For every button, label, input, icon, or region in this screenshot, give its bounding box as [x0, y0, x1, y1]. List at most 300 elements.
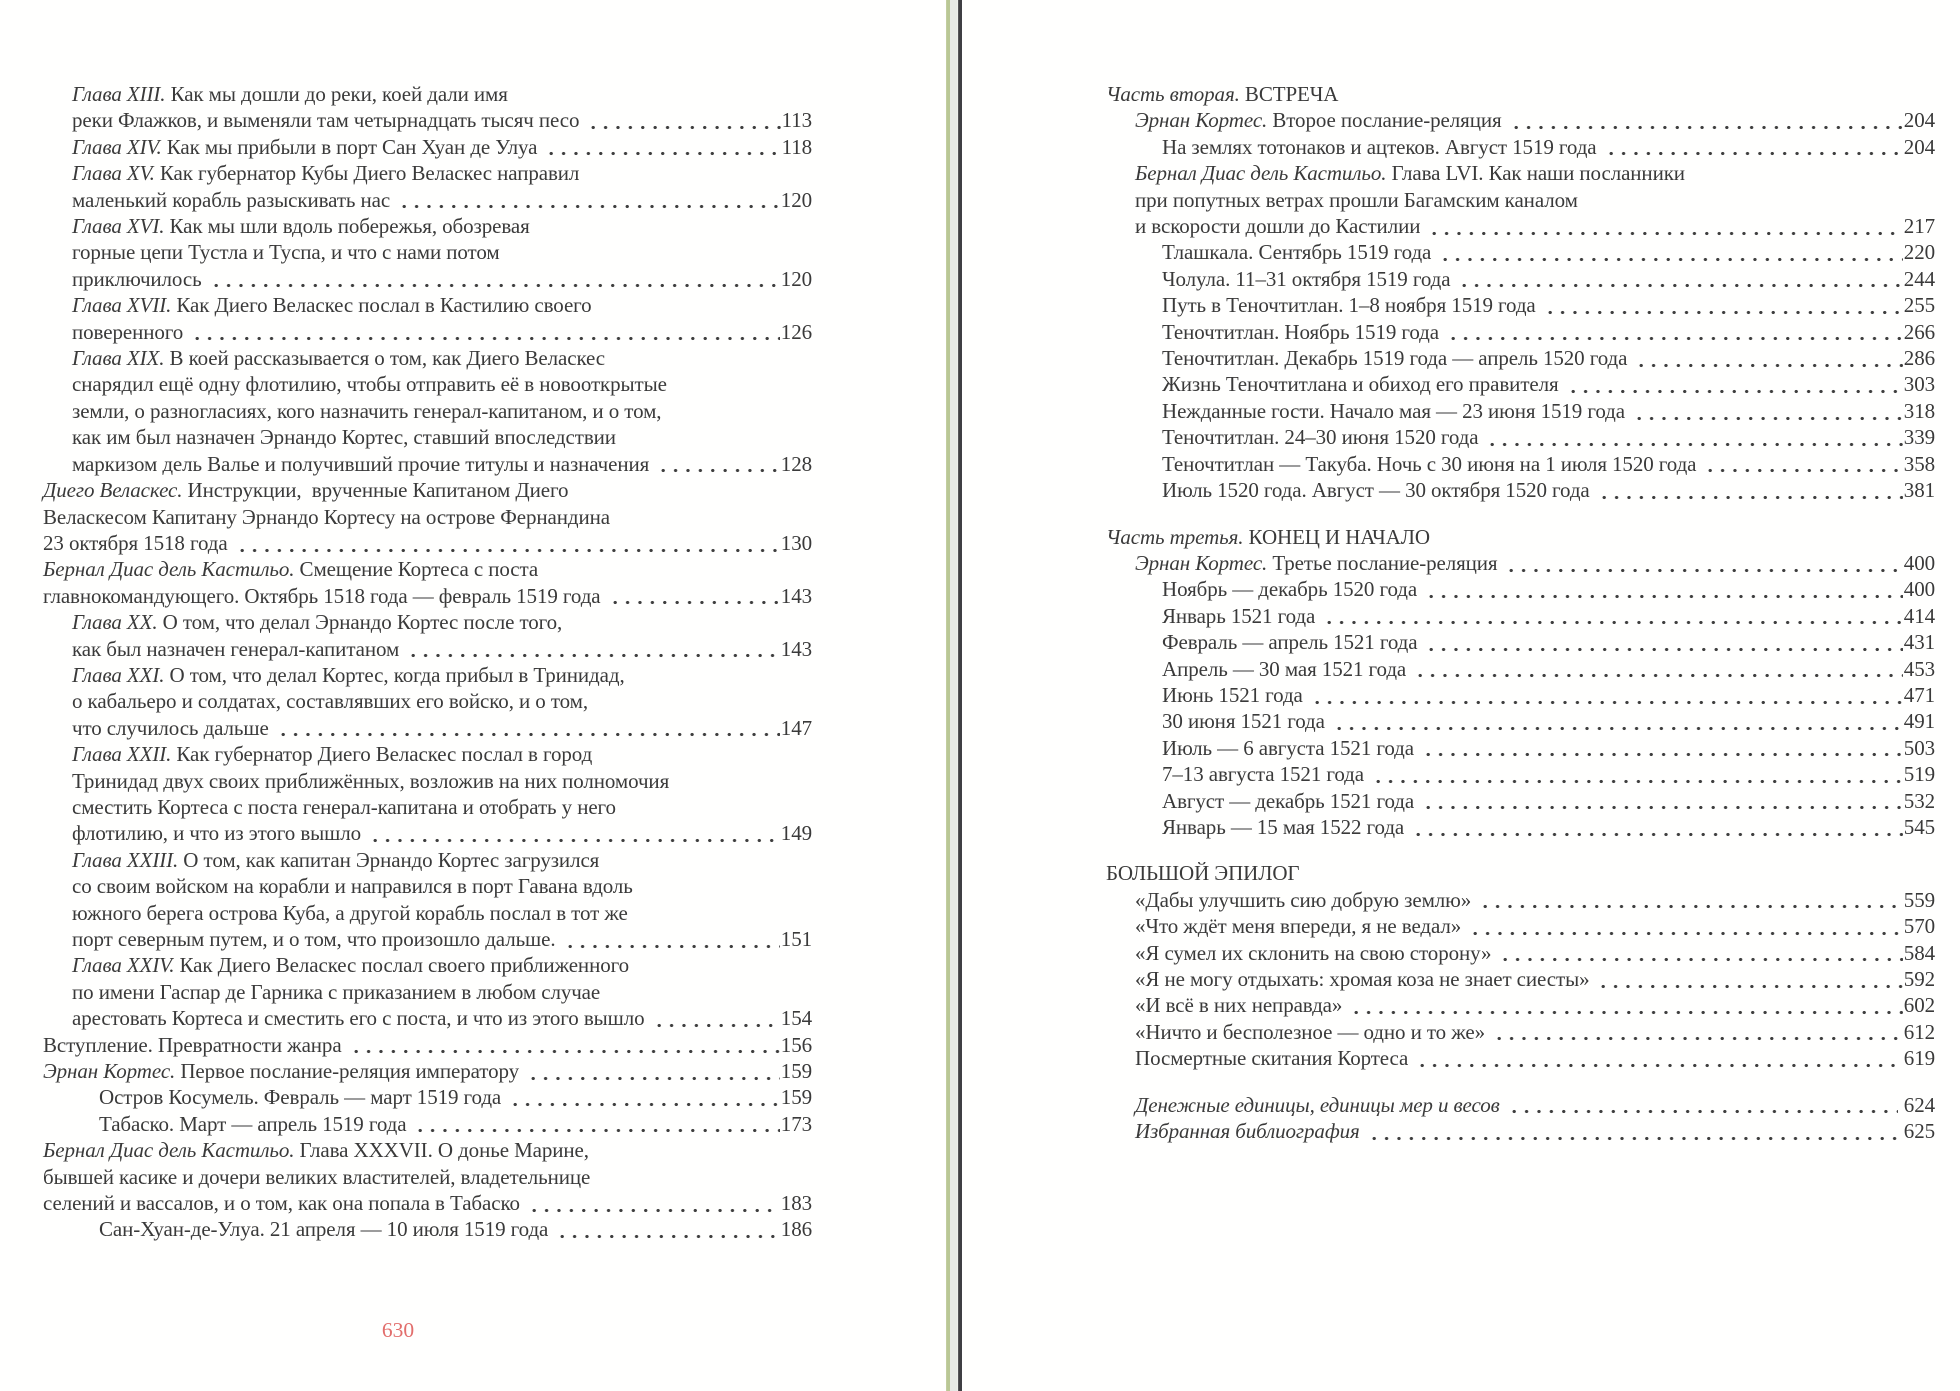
toc-line — [1135, 913, 1935, 939]
toc-entry — [43, 160, 812, 213]
page-number: 159 — [780, 1059, 812, 1084]
toc-entry — [1106, 992, 1935, 1018]
dot-leader — [277, 715, 780, 741]
entry-text: поверенного — [72, 319, 184, 344]
entry-text: со своим войском на корабли и направился в порт Гавана вдоль — [72, 874, 633, 899]
dot-leader — [1633, 398, 1903, 424]
dot-leader — [350, 1032, 780, 1058]
entry-text: Нежданные гости. Начало мая — 23 июня 1519 года — [1162, 398, 1625, 423]
page-number: 559 — [1903, 887, 1935, 912]
toc-entry — [43, 1058, 812, 1084]
toc-line — [43, 1032, 812, 1058]
toc-entry — [1106, 940, 1935, 966]
toc-entry — [43, 345, 812, 477]
toc-line — [72, 424, 812, 450]
dot-leader — [1416, 1045, 1903, 1071]
entry-text: Ноябрь — декабрь 1520 года — [1162, 577, 1418, 602]
page-number: 532 — [1903, 788, 1935, 813]
page-number: 358 — [1903, 451, 1935, 476]
toc-line — [72, 794, 812, 820]
entry-text: Август — декабрь 1521 года — [1162, 788, 1415, 813]
entry-text: Теночтитлан. 24–30 июня 1520 года — [1162, 425, 1479, 450]
toc-entry — [1106, 266, 1935, 292]
entry-text: Избранная библиография — [1135, 1119, 1360, 1144]
entry-text: Бернал Диас дель Кастильо. Смещение Кортеса с поста — [43, 557, 539, 582]
toc-line — [72, 398, 812, 424]
dot-leader — [587, 107, 780, 133]
page-number: 126 — [780, 319, 812, 344]
toc-line — [1162, 451, 1935, 477]
toc-line — [72, 266, 812, 292]
dot-leader — [528, 1190, 780, 1216]
toc-entry — [1106, 345, 1935, 371]
toc-line — [72, 451, 812, 477]
dot-leader — [1704, 451, 1902, 477]
toc-line — [72, 213, 812, 239]
page-number: 118 — [781, 134, 812, 159]
dot-leader — [657, 451, 780, 477]
dot-leader — [369, 820, 780, 846]
dot-leader — [191, 319, 780, 345]
toc-line — [1162, 424, 1935, 450]
entry-text: Табаско. Март — апрель 1519 года — [99, 1111, 407, 1136]
entry-text: Глава XV. Как губернатор Кубы Диего Веласкес направил — [72, 161, 580, 186]
toc-entry — [43, 134, 812, 160]
toc-line — [1135, 940, 1935, 966]
toc-line — [1135, 966, 1935, 992]
page-number: 159 — [780, 1085, 812, 1110]
toc-line — [1162, 371, 1935, 397]
toc-entry — [1106, 550, 1935, 576]
toc-line — [72, 319, 812, 345]
entry-text: Бернал Диас дель Кастильо. Глава LVI. Как наши посланники — [1135, 161, 1685, 186]
page-number: 545 — [1903, 814, 1935, 839]
dot-leader — [509, 1084, 780, 1110]
entry-text: Диего Веласкес. Инструкции, врученные Капитаном Диего — [43, 478, 569, 503]
dot-leader — [609, 583, 780, 609]
page-number: 147 — [780, 715, 812, 740]
page-number: 414 — [1903, 603, 1935, 628]
entry-text: как им был назначен Эрнандо Кортес, ставший впоследствии — [72, 425, 616, 450]
toc-line — [72, 741, 812, 767]
toc-line — [1162, 239, 1935, 265]
dot-leader — [556, 1216, 780, 1242]
toc-line — [1106, 524, 1935, 550]
page-number: 143 — [780, 583, 812, 608]
toc-line — [43, 1137, 812, 1163]
toc-entry — [1106, 451, 1935, 477]
toc-entry — [1106, 682, 1935, 708]
toc-line — [72, 847, 812, 873]
toc-line — [1135, 1045, 1935, 1071]
toc-entry — [43, 662, 812, 741]
toc-line — [43, 477, 812, 503]
toc-line — [43, 1164, 812, 1190]
toc-line — [1162, 266, 1935, 292]
dot-leader — [1458, 266, 1902, 292]
entry-text: Глава XIV. Как мы прибыли в порт Сан Хуан де Улуа — [72, 134, 538, 159]
entry-text: горные цепи Тустла и Туспа, и что с нами потом — [72, 240, 500, 265]
toc-line — [1162, 735, 1935, 761]
dot-leader — [564, 926, 780, 952]
toc-entry — [1106, 629, 1935, 655]
entry-text: порт северным путем, и о том, что произошло дальше. — [72, 927, 556, 951]
toc-entry — [1106, 913, 1935, 939]
entry-text: маркизом дель Валье и получивший прочие титулы и назначения — [72, 451, 650, 476]
toc-entry — [1106, 576, 1935, 602]
entry-text: земли, о разногласиях, кого назначить генерал-капитаном, и о том, — [72, 398, 662, 423]
toc-entry — [1106, 524, 1935, 550]
toc-line — [72, 636, 812, 662]
toc-entry — [43, 292, 812, 345]
entry-text: южного берега острова Куба, а другой корабль послал в тот же — [72, 900, 628, 925]
dot-leader — [545, 134, 780, 160]
entry-text: Апрель — 30 мая 1521 года — [1162, 656, 1407, 681]
entry-text: главнокомандующего. Октябрь 1518 года — февраль 1519 года — [43, 583, 601, 608]
dot-leader — [407, 636, 780, 662]
toc-line — [1162, 814, 1935, 840]
dot-leader — [1333, 708, 1903, 734]
dot-leader — [1447, 319, 1903, 345]
toc-entry — [1106, 1045, 1935, 1071]
entry-text: как был назначен генерал-капитаном — [72, 636, 400, 661]
entry-text: Глава XIX. В коей рассказывается о том, как Диего Веласкес — [72, 346, 606, 371]
entry-text: 23 октября 1518 года — [43, 530, 228, 555]
page-number: 143 — [780, 636, 812, 661]
toc-line — [72, 160, 812, 186]
page-number: 286 — [1903, 346, 1935, 371]
dot-leader — [1567, 371, 1903, 397]
toc-entry — [43, 952, 812, 1031]
dot-leader — [1493, 1019, 1903, 1045]
page-number: 400 — [1903, 577, 1935, 602]
entry-text: о кабальеро и солдатах, составлявших его войско, и о том, — [72, 689, 588, 714]
entry-text: Часть третья. КОНЕЦ И НАЧАЛО — [1106, 524, 1430, 549]
entry-text: Глава XVI. Как мы шли вдоль побережья, обозревая — [72, 214, 530, 239]
entry-text: Эрнан Кортес. Второе послание-реляция — [1135, 108, 1502, 133]
entry-text: Глава XIII. Как мы дошли до реки, коей дали имя — [72, 82, 508, 106]
entry-text: Тлашкала. Сентябрь 1519 года — [1162, 240, 1432, 265]
toc-line — [1135, 992, 1935, 1018]
entry-text: Февраль — апрель 1521 года — [1162, 630, 1418, 655]
entry-text: Теночтитлан — Такуба. Ночь с 30 июня на 1 июля 1520 года — [1162, 451, 1697, 476]
entry-text: маленький корабль разыскивать нас — [72, 187, 391, 212]
page-number: 113 — [781, 108, 812, 133]
dot-leader — [1479, 887, 1903, 913]
dot-leader — [1597, 966, 1902, 992]
page-number: 584 — [1903, 940, 1935, 965]
dot-leader — [210, 266, 780, 292]
entry-text: Глава XX. О том, что делал Эрнандо Кортес после того, — [72, 610, 563, 635]
dot-leader — [1425, 629, 1902, 655]
toc-line — [72, 609, 812, 635]
page-number: 149 — [780, 821, 812, 846]
page-number: 186 — [780, 1217, 812, 1242]
entry-text: Вступление. Превратности жанра — [43, 1032, 342, 1057]
entry-text: Теночтитлан. Декабрь 1519 года — апрель 1520 года — [1162, 346, 1628, 371]
dot-leader — [1428, 213, 1902, 239]
page-number: 220 — [1903, 240, 1935, 265]
entry-text: Жизнь Теночтитлана и обиход его правителя — [1162, 372, 1559, 397]
toc-entry — [1106, 814, 1935, 840]
toc-line — [72, 952, 812, 978]
page-number: 592 — [1903, 967, 1935, 991]
toc-line — [1162, 477, 1935, 503]
dot-leader — [1425, 576, 1903, 602]
entry-text: Эрнан Кортес. Первое послание-реляция императору — [43, 1059, 520, 1084]
dot-leader — [398, 187, 780, 213]
page-number: 120 — [780, 187, 812, 212]
page-number: 154 — [780, 1006, 812, 1031]
page-number: 612 — [1903, 1019, 1935, 1044]
toc-entry — [1106, 887, 1935, 913]
entry-text: «Что ждёт меня впереди, я не ведал» — [1135, 914, 1462, 939]
page-number: 381 — [1903, 478, 1935, 503]
toc-entry — [43, 1084, 812, 1110]
toc-line — [1135, 1092, 1935, 1118]
entry-text: 7–13 августа 1521 года — [1162, 762, 1364, 787]
toc-line — [1135, 1019, 1935, 1045]
toc-line — [43, 556, 812, 582]
entry-text: Бернал Диас дель Кастильо. Глава XXXVII. О донье Марине, — [43, 1138, 589, 1163]
entry-text: Посмертные скитания Кортеса — [1135, 1046, 1409, 1071]
toc-entry — [1106, 239, 1935, 265]
toc-line — [72, 926, 812, 952]
page-number: 339 — [1903, 425, 1935, 450]
right-toc-column — [1106, 81, 1935, 1144]
entry-text: снарядил ещё одну флотилию, чтобы отправить её в новооткрытые — [72, 372, 667, 397]
entry-text: селений и вассалов, и о том, как она попала в Табаско — [43, 1191, 520, 1216]
page-number: 453 — [1903, 656, 1935, 681]
dot-leader — [1486, 424, 1902, 450]
toc-line — [72, 715, 812, 741]
page-number: 156 — [780, 1032, 812, 1057]
toc-line — [72, 900, 812, 926]
page-number: 570 — [1903, 914, 1935, 939]
toc-line — [1135, 550, 1935, 576]
dot-leader — [414, 1111, 779, 1137]
entry-text: Теночтитлан. Ноябрь 1519 года — [1162, 319, 1439, 344]
entry-text: Сан-Хуан-де-Улуа. 21 апреля — 10 июля 1519 года — [99, 1217, 549, 1242]
entry-text: Глава XVII. Как Диего Веласкес послал в Кастилию своего — [72, 293, 592, 318]
page-number: 625 — [1898, 1119, 1935, 1144]
entry-text: Веласкесом Капитану Эрнандо Кортесу на острове Фернандина — [43, 504, 610, 529]
dot-leader — [1499, 940, 1902, 966]
toc-line — [72, 292, 812, 318]
entry-text: Июль — 6 августа 1521 года — [1162, 735, 1414, 760]
page-number: 204 — [1903, 134, 1935, 159]
entry-text: при попутных ветрах прошли Багамским каналом — [1135, 187, 1578, 212]
toc-entry — [43, 847, 812, 953]
toc-entry — [1106, 477, 1935, 503]
toc-entry — [43, 81, 812, 134]
entry-text: реки Флажков, и выменяли там четырнадцать тысяч песо — [72, 108, 580, 133]
toc-entry — [1106, 656, 1935, 682]
toc-entry — [1106, 160, 1935, 239]
toc-line — [72, 688, 812, 714]
entry-text: Денежные единицы, единицы мер и весов — [1135, 1092, 1500, 1117]
page-number: 624 — [1898, 1092, 1935, 1117]
toc-line — [72, 1005, 812, 1031]
toc-line — [72, 979, 812, 1005]
entry-text: что случилось дальше — [72, 715, 269, 740]
dot-leader — [1605, 134, 1903, 160]
toc-line — [99, 1111, 812, 1137]
toc-entry — [43, 477, 812, 556]
entry-text: На землях тотонаков и ацтеков. Август 1519 года — [1162, 134, 1597, 159]
toc-line — [72, 134, 812, 160]
toc-line — [43, 504, 812, 530]
page-number: 503 — [1903, 735, 1935, 760]
toc-line — [1162, 345, 1935, 371]
page-number: 173 — [780, 1111, 812, 1136]
page-number: 128 — [780, 451, 812, 476]
toc-entry — [43, 213, 812, 292]
toc-line — [72, 81, 812, 107]
entry-text: Январь 1521 года — [1162, 603, 1316, 628]
page-number: 151 — [780, 927, 812, 951]
entry-text: приключилось — [72, 266, 202, 291]
toc-line — [99, 1084, 812, 1110]
toc-line — [1135, 887, 1935, 913]
dot-leader — [1439, 239, 1903, 265]
page-number: 255 — [1903, 293, 1935, 318]
toc-entry — [43, 1111, 812, 1137]
page-number: 318 — [1903, 398, 1935, 423]
dot-leader — [1422, 735, 1903, 761]
toc-entry — [1106, 1019, 1935, 1045]
dot-leader — [1350, 992, 1902, 1018]
entry-text: флотилию, и что из этого вышло — [72, 821, 362, 846]
toc-line — [72, 187, 812, 213]
toc-line — [72, 768, 812, 794]
page-number: 120 — [780, 266, 812, 291]
toc-entry — [1106, 1118, 1935, 1144]
entry-text: и вскорости дошли до Кастилии — [1135, 214, 1421, 239]
entry-text: Путь в Теночтитлан. 1–8 ноября 1519 года — [1162, 293, 1536, 318]
page-number: 471 — [1903, 682, 1935, 707]
entry-text: БОЛЬШОЙ ЭПИЛОГ — [1106, 861, 1300, 886]
dot-leader — [1544, 292, 1903, 318]
toc-entry — [1106, 81, 1935, 107]
page-number: 303 — [1903, 372, 1935, 397]
toc-entry — [1106, 761, 1935, 787]
dot-leader — [1598, 477, 1903, 503]
toc-line — [1162, 788, 1935, 814]
toc-line — [1135, 213, 1935, 239]
toc-line — [43, 1190, 812, 1216]
toc-line — [1162, 319, 1935, 345]
entry-text: Июнь 1521 года — [1162, 682, 1303, 707]
entry-text: Тринидад двух своих приближённых, возложив на них полномочия — [72, 768, 670, 793]
dot-leader — [1422, 788, 1903, 814]
toc-entry — [1106, 319, 1935, 345]
page-number: 491 — [1903, 709, 1935, 734]
folio-page-number: 630 — [381, 1318, 415, 1342]
toc-entry — [43, 1032, 812, 1058]
toc-line — [1135, 160, 1935, 186]
toc-entry — [1106, 603, 1935, 629]
entry-text: Чолула. 11–31 октября 1519 года — [1162, 266, 1451, 291]
entry-text: «Дабы улучшить сию добрую землю» — [1135, 887, 1472, 912]
entry-text: «Я сумел их склонить на свою сторону» — [1135, 940, 1492, 965]
left-toc-column — [43, 81, 812, 1243]
toc-line — [72, 239, 812, 265]
dot-leader — [1311, 682, 1903, 708]
toc-line — [1106, 860, 1935, 886]
toc-entry — [43, 1137, 812, 1216]
dot-leader — [1469, 913, 1903, 939]
left-page — [0, 0, 946, 1391]
entry-text: сместить Кортеса с поста генерал-капитана и отобрать у него — [72, 794, 616, 819]
page-number: 204 — [1903, 108, 1935, 133]
right-page — [963, 0, 1960, 1391]
toc-line — [43, 583, 812, 609]
entry-text: Остров Косумель. Февраль — март 1519 года — [99, 1085, 502, 1110]
toc-line — [1135, 1118, 1935, 1144]
toc-line — [72, 345, 812, 371]
page-number: 183 — [780, 1191, 812, 1216]
entry-text: «И всё в них неправда» — [1135, 993, 1343, 1018]
toc-entry — [43, 556, 812, 609]
toc-line — [1162, 398, 1935, 424]
toc-line — [1162, 682, 1935, 708]
toc-entry — [1106, 708, 1935, 734]
dot-leader — [527, 1058, 780, 1084]
toc-line — [1162, 708, 1935, 734]
page-number: 217 — [1903, 214, 1935, 239]
entry-text: Глава XXIV. Как Диего Веласкес послал своего приближенного — [72, 953, 629, 978]
entry-text: Июль 1520 года. Август — 30 октября 1520 года — [1162, 478, 1590, 503]
page-number: 244 — [1903, 266, 1935, 291]
toc-line — [99, 1216, 812, 1242]
toc-line — [1162, 656, 1935, 682]
page-number: 431 — [1903, 630, 1935, 655]
toc-entry — [1106, 735, 1935, 761]
dot-leader — [1510, 107, 1903, 133]
toc-entry — [1106, 860, 1935, 886]
toc-line — [1162, 761, 1935, 787]
toc-line — [43, 530, 812, 556]
toc-line — [1162, 576, 1935, 602]
toc-entry — [1106, 1092, 1935, 1118]
dot-leader — [1414, 656, 1903, 682]
page-number: 602 — [1903, 993, 1935, 1018]
entry-text: «Я не могу отдыхать: хромая коза не знает сиесты» — [1135, 967, 1590, 991]
page-number: 130 — [780, 530, 812, 555]
toc-entry — [1106, 107, 1935, 133]
dot-leader — [1505, 550, 1902, 576]
dot-leader — [1412, 814, 1903, 840]
entry-text: Эрнан Кортес. Третье послание-реляция — [1135, 550, 1498, 575]
entry-text: арестовать Кортеса и сместить его с поста, и что из этого вышло — [72, 1006, 645, 1031]
toc-line — [1162, 603, 1935, 629]
page-number: 266 — [1903, 319, 1935, 344]
entry-text: Глава XXIII. О том, как капитан Эрнандо Кортес загрузился — [72, 847, 600, 872]
page-number: 400 — [1903, 550, 1935, 575]
entry-text: по имени Гаспар де Гарника с приказанием в любом случае — [72, 979, 601, 1004]
toc-entry — [1106, 966, 1935, 992]
toc-entry — [1106, 292, 1935, 318]
toc-line — [72, 107, 812, 133]
toc-line — [43, 1058, 812, 1084]
toc-line — [72, 662, 812, 688]
entry-text: 30 июня 1521 года — [1162, 709, 1325, 734]
dot-leader — [653, 1005, 780, 1031]
toc-entry — [43, 741, 812, 847]
toc-entry — [1106, 134, 1935, 160]
entry-text: Глава XXI. О том, что делал Кортес, когда прибыл в Тринидад, — [72, 662, 625, 687]
